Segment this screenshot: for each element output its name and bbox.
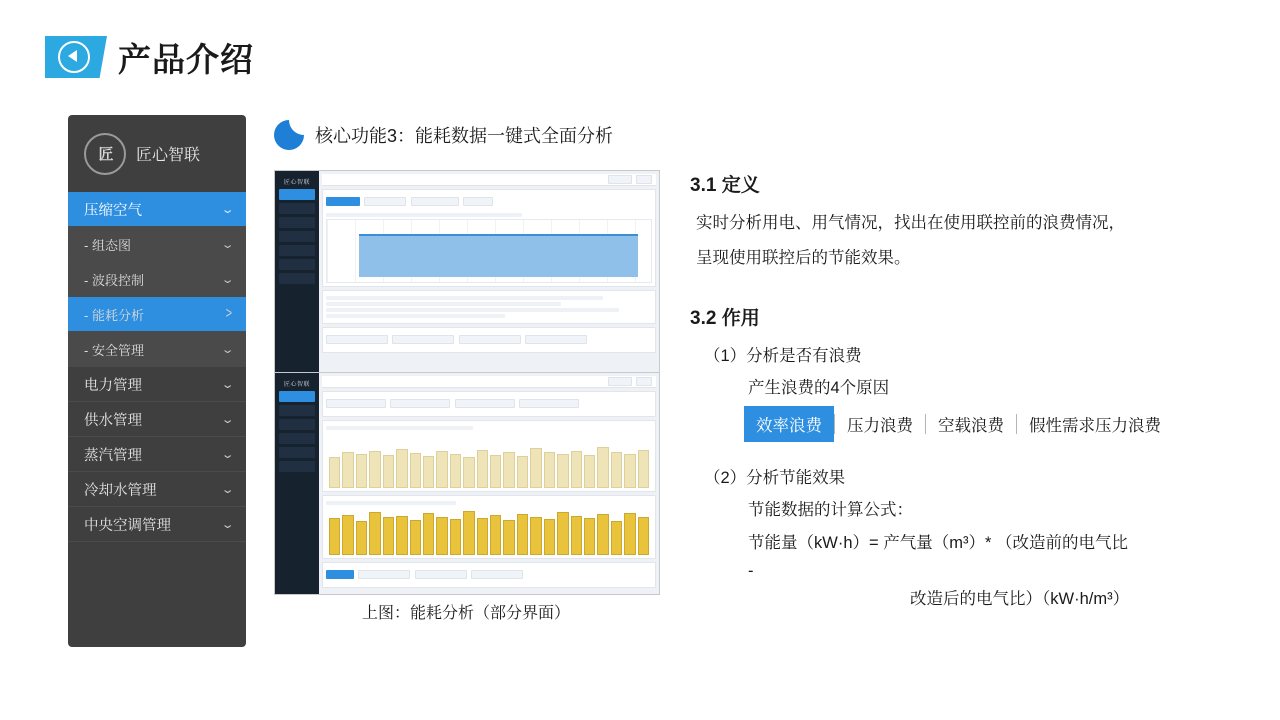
screenshot-chip [358,570,410,579]
screenshot-area-chart [326,219,652,283]
section-title-function: 3.2 作用 [690,307,760,329]
sidebar-item-compressed-air[interactable] [68,192,246,227]
brand-name: 匠心智联 [136,147,201,164]
sidebar-item-label: 供水管理 [84,412,142,429]
chevron-down-icon: ⌄ [220,448,235,461]
sidebar-item-power-management[interactable] [68,367,246,402]
sidebar-item-central-ac[interactable] [68,507,246,542]
screenshot-topbar [322,376,656,388]
screenshot-brand: 匠心智联 [283,180,310,186]
slide-header [0,0,1280,104]
screenshot-nav-item [279,231,315,242]
sidebar-item-label: 中央空调管理 [84,517,171,534]
screenshot-chip [463,197,493,206]
bar-series [326,507,652,555]
screenshot-nav-item [279,447,315,458]
sidebar-item-band-control[interactable] [68,262,246,297]
brand-mark-icon: 匠 [84,133,126,175]
screenshot-topbar [322,174,656,186]
screenshot-nav-item [279,203,315,214]
sidebar-item-water-supply[interactable] [68,402,246,437]
screenshot-content [319,171,659,372]
screenshot-nav-item [279,405,315,416]
screenshot-nav-item [279,217,315,228]
screenshot-chip [411,197,459,206]
screenshot-brand: 匠心智联 [283,382,310,388]
screenshot-kpi [455,399,515,408]
pie-chart-icon [274,120,304,150]
definition-line-2: 呈现使用联控后的节能效果。 [696,248,911,267]
middle-heading [274,120,613,150]
chevron-down-icon: ⌄ [220,238,235,251]
screenshot-topbar-chip [636,175,652,184]
screenshot-chip-active [326,197,360,206]
sidebar-item-diagram[interactable] [68,227,246,262]
screenshot-nav-item [279,259,315,270]
chevron-down-icon: ⌄ [220,203,235,216]
screenshot-nav-item [279,433,315,444]
chevron-down-icon: ⌄ [220,378,235,391]
page-title: 产品介绍 [118,41,254,78]
screenshot-chip [471,570,523,579]
formula-line-2: - [748,562,754,581]
sidebar-item-energy-analysis[interactable] [68,297,246,332]
screenshot-nav-item [279,419,315,430]
sidebar-item-label: 压缩空气 [84,202,142,219]
screenshot-chip-active [326,570,354,579]
sidebar-item-label: - 安全管理 [84,342,144,358]
screenshot-kpi [390,399,450,408]
chevron-right-icon: > [225,305,232,323]
screenshot-sidebar [275,373,319,594]
chip-false-demand-waste[interactable]: 假性需求压力浪费 [1029,416,1161,435]
function-item-2: （2）分析节能效果 [704,468,846,487]
chevron-down-icon: ⌄ [220,413,235,426]
screenshot-nav-item [279,245,315,256]
sidebar-item-label: - 组态图 [84,237,131,253]
sidebar-item-label: - 能耗分析 [84,307,144,323]
sidebar-item-label: 电力管理 [84,377,142,394]
panel-logo [68,115,246,192]
chip-pressure-waste[interactable]: 压力浪费 [847,416,913,435]
screenshot-summary-card [322,562,656,588]
chevron-down-icon: ⌄ [220,343,235,356]
sidebar-item-steam-management[interactable] [68,437,246,472]
middle-heading-label: 核心功能3：能耗数据一键式全面分析 [315,126,614,146]
screenshot-kpi [525,335,587,344]
screenshot-kpi-card [322,327,656,353]
screenshot-topbar-chip [608,175,632,184]
screenshot-bar-chart-pale [322,420,656,492]
screenshot-nav-item [279,391,315,402]
screenshot-kpi [392,335,454,344]
function-item-2-sub: 节能数据的计算公式： [748,500,913,519]
screenshot-chip [364,197,406,206]
formula-line-3: 改造后的电气比）（kW·h/m³） [910,589,1130,608]
sidebar-item-label: - 波段控制 [84,272,144,288]
screenshot-bar-chart-gold [322,495,656,559]
screenshot-kpi [459,335,521,344]
screenshot-nav-item [279,461,315,472]
screenshot-kpi [519,399,579,408]
sidebar-item-label: 冷却水管理 [84,482,157,499]
chip-idle-waste[interactable]: 空载浪费 [938,416,1004,435]
content-column [690,170,1250,609]
formula-line-1: 节能量（kW·h）= 产气量（m³）* （改造前的电气比 [748,533,1128,552]
screenshot-kpi [326,335,388,344]
screenshot-sidebar [275,171,319,372]
screenshot-content [319,373,659,594]
screenshot-topbar-chip [636,377,652,386]
screenshot-nav-item [279,189,315,200]
screenshot-kpi-card [322,391,656,417]
sidebar-item-cooling-water[interactable] [68,472,246,507]
play-triangle-icon [58,41,90,73]
chevron-down-icon: ⌄ [220,273,235,286]
header-badge [45,36,107,78]
chevron-down-icon: ⌄ [220,518,235,531]
sidebar-item-label: 蒸汽管理 [84,447,142,464]
function-item-1-sub: 产生浪费的4个原因 [748,378,890,397]
screenshot-nav-item [279,273,315,284]
definition-line-1: 实时分析用电、用气情况，找出在使用联控前的浪费情况， [696,214,1125,232]
product-nav-panel [68,115,246,647]
screenshot-chip [415,570,467,579]
function-item-1: （1）分析是否有浪费 [704,346,862,365]
screenshot-filter-card [322,189,656,287]
waste-cause-chips [744,406,1250,442]
chevron-down-icon: ⌄ [220,483,235,496]
chip-efficiency-waste[interactable]: 效率浪费 [744,406,834,442]
screenshot-data-card [322,290,656,324]
bar-series [326,432,652,488]
sidebar-item-safety-management[interactable] [68,332,246,367]
screenshot-energy-analysis-bottom [274,372,660,595]
figure-caption: 上图：能耗分析（部分界面） [361,605,570,622]
section-title-definition: 3.1 定义 [690,175,760,196]
screenshot-energy-analysis-top [274,170,660,373]
screenshot-kpi [326,399,386,408]
screenshot-topbar-chip [608,377,632,386]
